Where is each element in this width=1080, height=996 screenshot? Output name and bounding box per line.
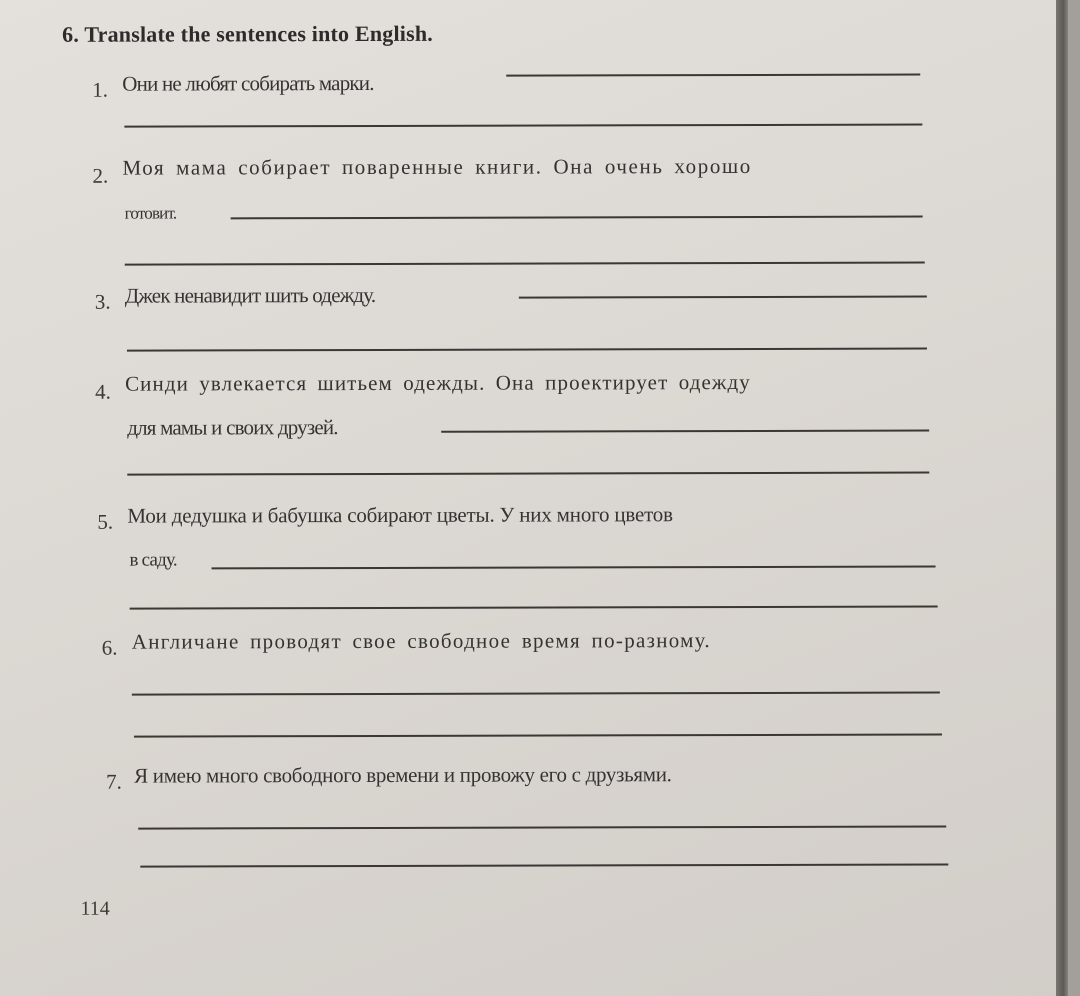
book-spine — [1056, 0, 1068, 996]
item-sentence: Джек ненавидит шить одежду. — [124, 282, 376, 308]
answer-line — [140, 863, 948, 867]
answer-line — [125, 262, 925, 266]
item-sentence: Мои дедушка и бабушка собирают цветы. У них много цветов — [127, 502, 673, 528]
item-sentence: Они не любят собирать марки. — [122, 70, 374, 96]
item-number: 1. — [92, 77, 109, 102]
item-number: 6. — [101, 635, 118, 660]
item-sentence: Я имею много свободного времени и провожу его с друзьями. — [134, 762, 672, 788]
answer-line — [506, 74, 920, 77]
item-sentence-continuation: в саду. — [129, 549, 177, 571]
item-number: 4. — [95, 379, 111, 404]
item-number: 5. — [97, 509, 114, 534]
page-number: 114 — [80, 897, 110, 920]
answer-line — [441, 430, 929, 433]
answer-line — [127, 472, 929, 476]
answer-line — [212, 566, 936, 570]
item-sentence: Синди увлекается шитьем одежды. Она проектирует одежду — [125, 369, 751, 396]
item-number: 2. — [92, 163, 109, 188]
answer-line — [124, 124, 922, 128]
item-number: 7. — [106, 769, 122, 794]
item-sentence-continuation: готовит. — [124, 203, 177, 223]
item-number: 3. — [94, 289, 111, 314]
exercise-title: 6. Translate the sentences into English. — [62, 20, 434, 47]
item-sentence: Англичане проводят свое свободное время по-разному. — [131, 628, 712, 654]
answer-line — [138, 825, 946, 829]
item-sentence: Моя мама собирает поваренные книги. Она очень хорошо — [122, 153, 752, 180]
answer-line — [231, 216, 923, 220]
answer-line — [132, 691, 940, 695]
item-sentence-continuation: для мамы и своих друзей. — [127, 415, 338, 440]
answer-line — [134, 733, 942, 737]
answer-line — [519, 296, 927, 299]
answer-line — [127, 348, 927, 352]
facing-page-edge — [1068, 0, 1080, 996]
answer-line — [130, 605, 938, 609]
